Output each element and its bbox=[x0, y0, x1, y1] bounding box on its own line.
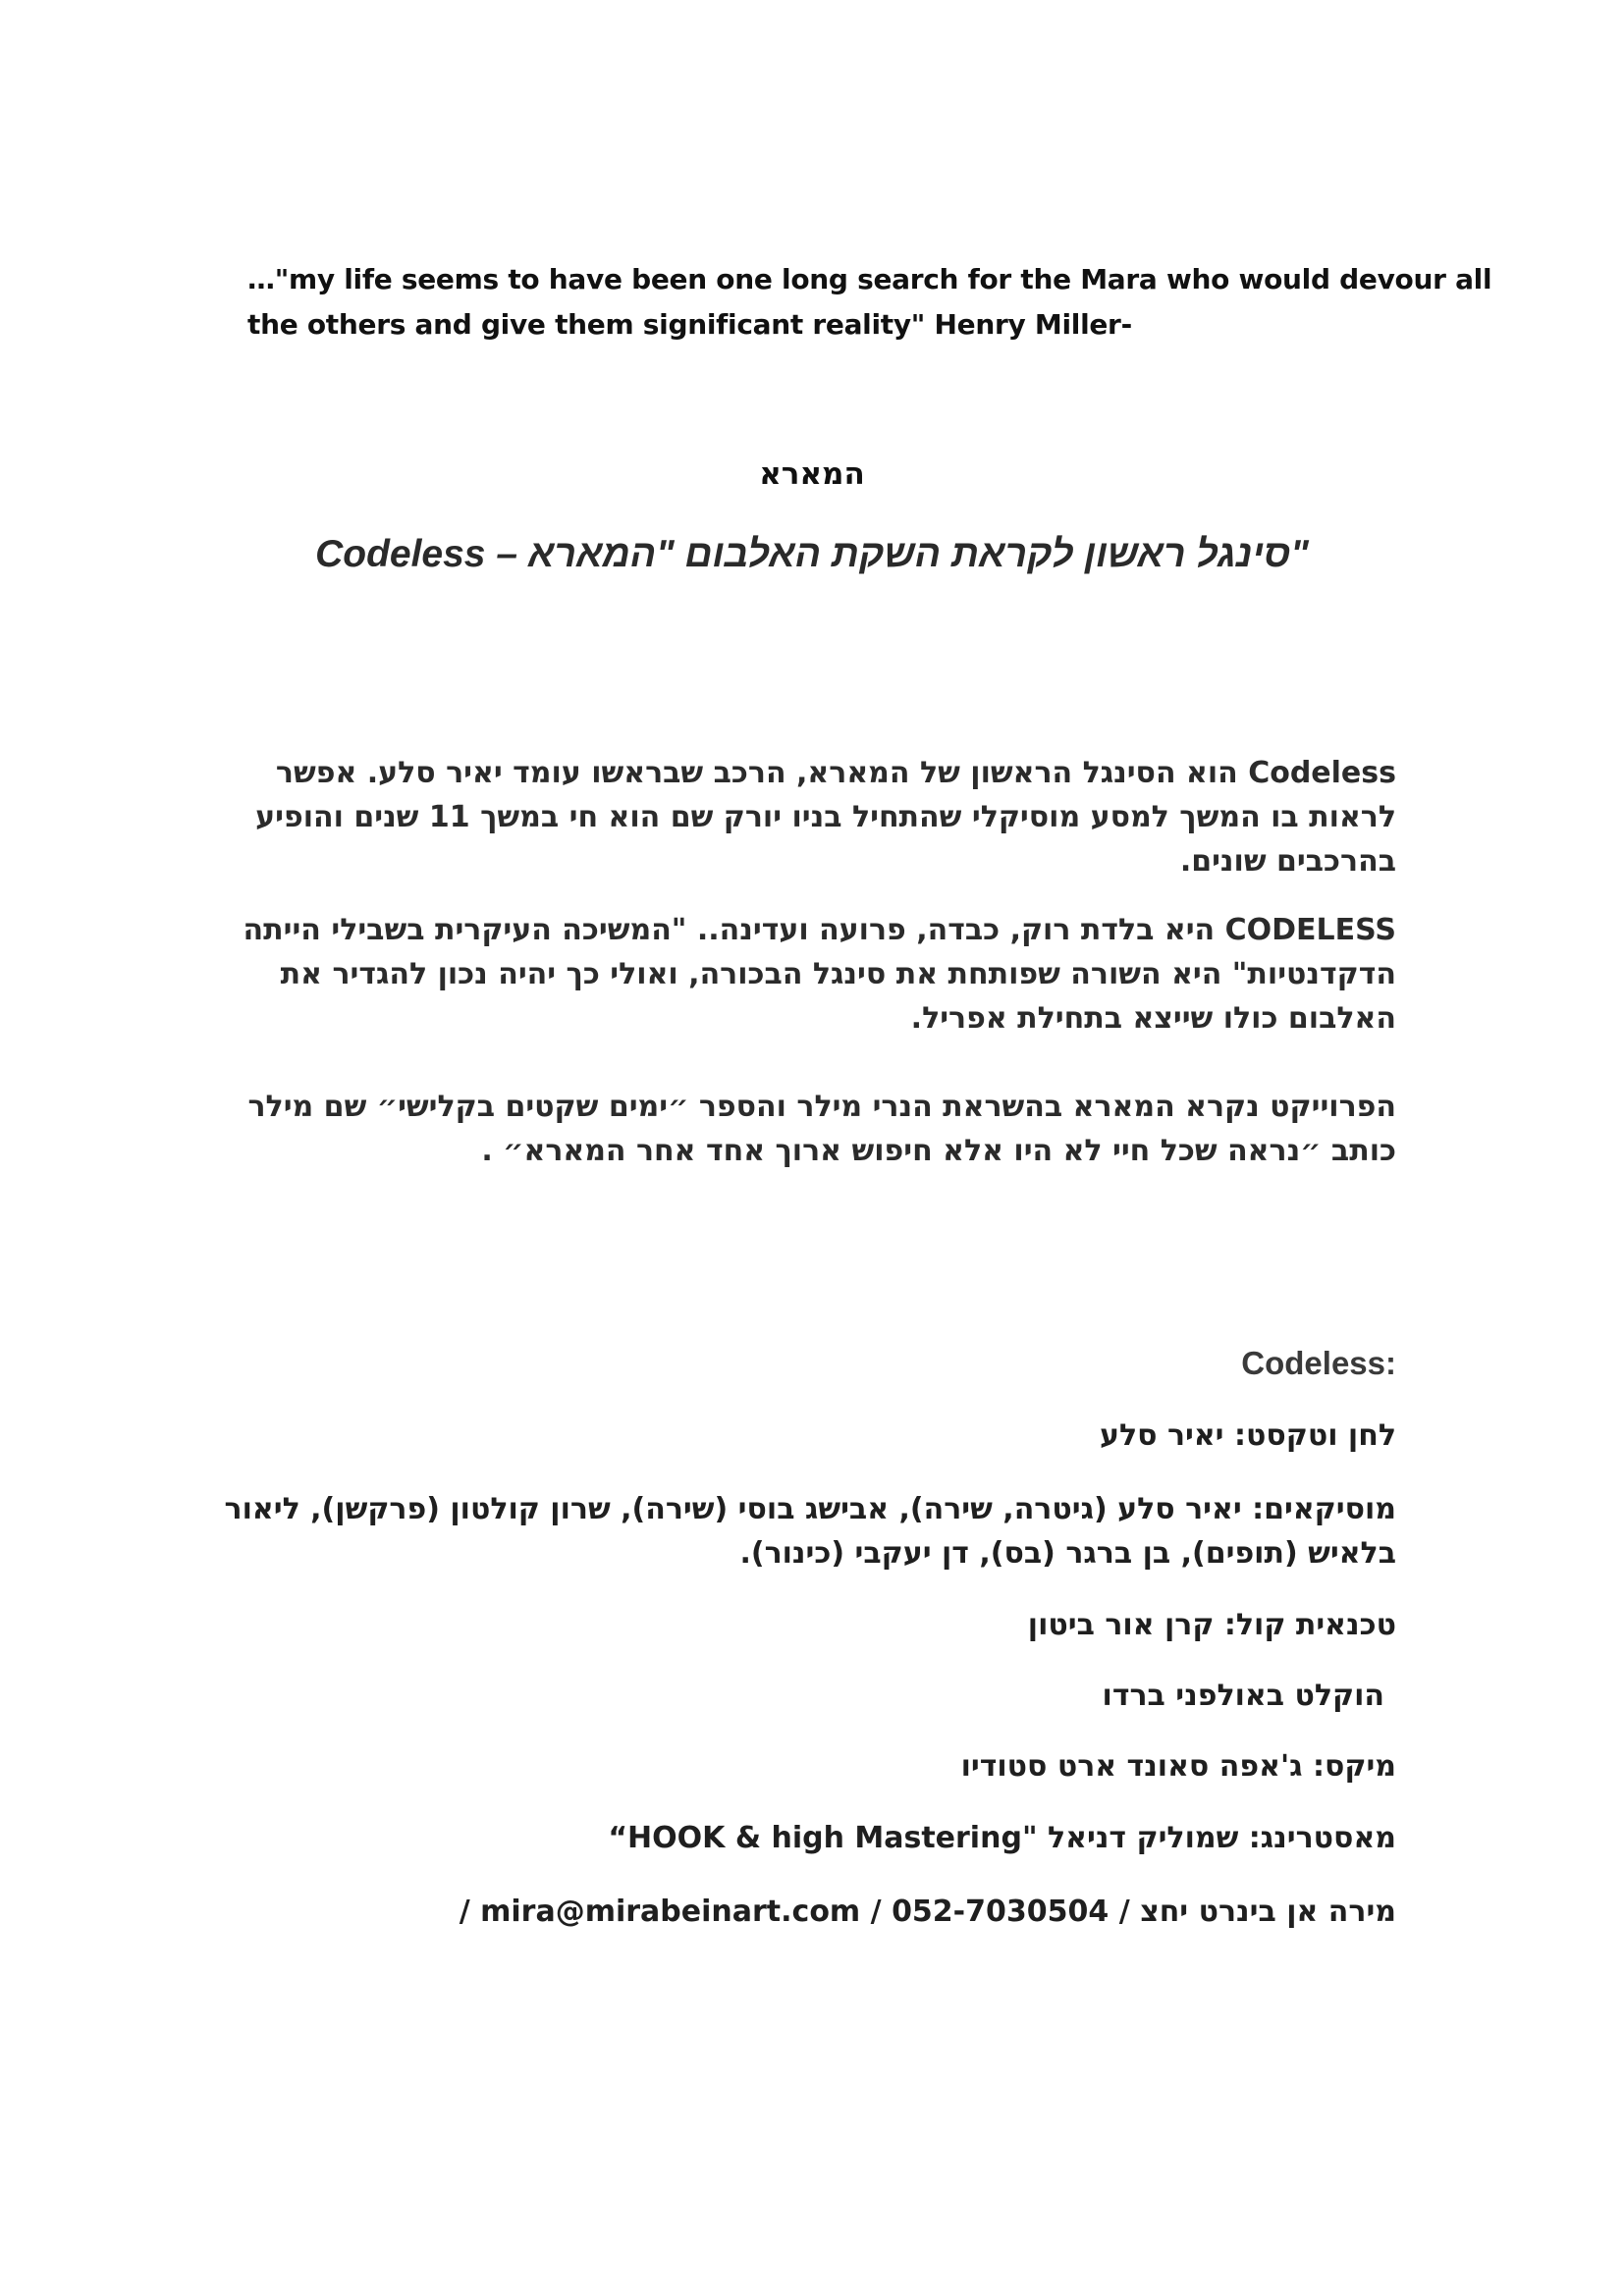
credit-musicians bbox=[218, 1487, 1396, 1575]
credit-pr-contact: מירה אן בינרט יחצ / 052-7030504 / mira@mirabeinart.com / bbox=[459, 1895, 1396, 1929]
credit-composer: לחן וטקסט: יאיר סלע bbox=[1099, 1418, 1396, 1453]
paragraph-line: בהרכבים שונים. bbox=[1179, 844, 1396, 879]
epigraph-quote bbox=[247, 257, 1492, 347]
paragraph-project bbox=[247, 1085, 1396, 1173]
epigraph-line-2: the others and give them significant reality" Henry Miller- bbox=[247, 308, 1132, 341]
credits-heading: Codeless: bbox=[1241, 1345, 1396, 1381]
credit-musicians-line: מוסיקאים: יאיר סלע (גיטרה, שירה), אבישג בוסי (שירה), שרון קולטון (פרקשן), ליאור bbox=[224, 1492, 1396, 1526]
paragraph-intro bbox=[257, 751, 1396, 883]
paragraph-line: הדקדנטיות" היא השורה שפותחת את סינגל הבכורה, ואולי כך יהיה נכון להגדיר את bbox=[280, 957, 1396, 991]
paragraph-line: הפרוייקט נקרא המארא בהשראת הנרי מילר והספר ״ימים שקטים בקלישי״ שם מילר bbox=[247, 1090, 1396, 1124]
credit-musicians-line: בלאיש (תופים), בן ברגר (בס), דן יעקבי (כינור). bbox=[739, 1536, 1396, 1571]
paragraph-line: CODELESS היא בלדת רוק, כבדה, פרועה ועדינה.. "המשיכה העיקרית בשבילי הייתה bbox=[243, 913, 1396, 947]
credit-recorded: הוקלט באולפני ברדו bbox=[1102, 1679, 1384, 1713]
credit-mix: מיקס: ג'אפה סאונד ארט סטודיו bbox=[960, 1749, 1396, 1784]
credit-engineer: טכנאית קול: קרן אור ביטון bbox=[1027, 1608, 1396, 1642]
paragraph-line: לראות בו המשך למסע מוסיקלי שהתחיל בניו יורק שם הוא חי במשך 11 שנים והופיע bbox=[255, 800, 1396, 834]
document-title: המארא bbox=[759, 456, 865, 492]
paragraph-line: האלבום כולו שייצא בתחילת אפריל. bbox=[910, 1001, 1396, 1036]
credit-mastering: מאסטרינג: שמוליק דניאל "HOOK & high Mastering“ bbox=[608, 1821, 1396, 1855]
epigraph-line-1: …"my life seems to have been one long search for the Mara who would devour all bbox=[247, 263, 1492, 295]
paragraph-line: כותב ״נראה שכל חיי לא היו אלא חיפוש ארוך אחד אחר המארא״ . bbox=[481, 1134, 1396, 1168]
paragraph-description bbox=[243, 908, 1396, 1041]
document-subtitle: Codeless – סינגל ראשון לקראת השקת האלבום "המארא" bbox=[315, 533, 1309, 575]
paragraph-line: Codeless הוא הסינגל הראשון של המארא, הרכב שבראשו עומד יאיר סלע. אפשר bbox=[275, 756, 1396, 790]
